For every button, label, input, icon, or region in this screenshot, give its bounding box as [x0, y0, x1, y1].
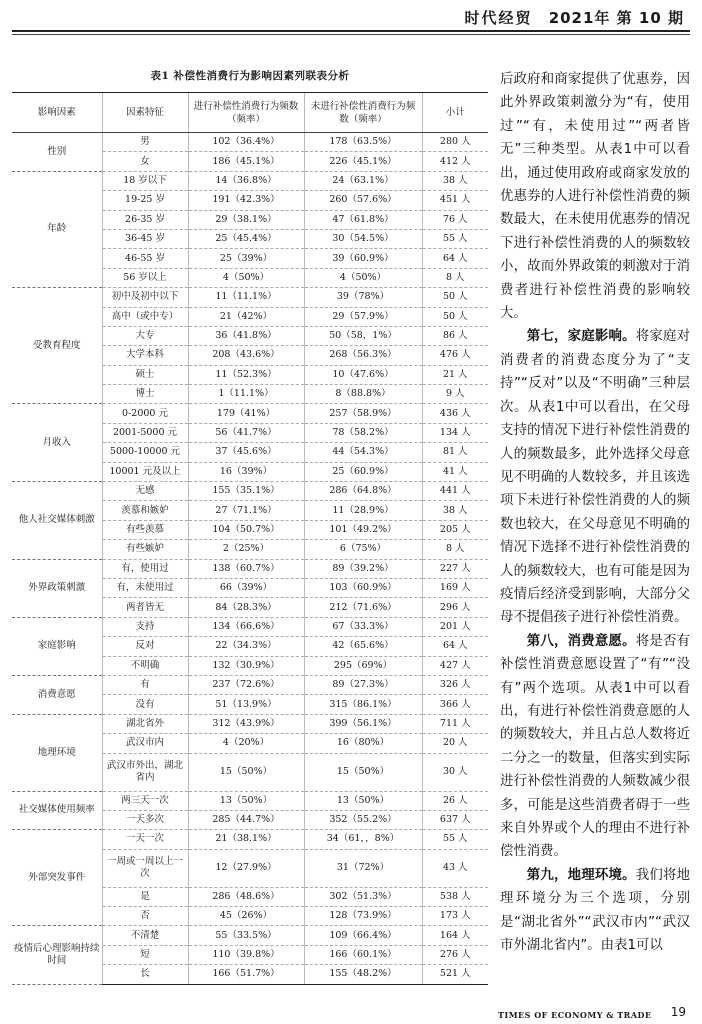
total-cell: 76 人 — [422, 210, 488, 229]
factor-cell: 年龄 — [12, 171, 102, 287]
yes-count-cell: 25（39%） — [188, 249, 304, 268]
no-count-cell: 399（56.1%） — [304, 714, 422, 733]
feature-cell: 博士 — [102, 385, 188, 404]
journal-issue: 第 10 期 — [616, 9, 684, 27]
table-row — [12, 171, 488, 190]
yes-count-cell: 21（42%） — [188, 307, 304, 326]
no-count-cell: 268（56.3%） — [304, 346, 422, 365]
total-cell: 8 人 — [422, 268, 488, 287]
col-header-no: 未进行补偿性消费行为频数（频率） — [304, 93, 422, 133]
yes-count-cell: 179（41%） — [188, 404, 304, 423]
table-header-row — [12, 93, 488, 133]
feature-cell: 一天多次 — [102, 810, 188, 829]
col-header-total: 小计 — [422, 93, 488, 133]
feature-cell: 否 — [102, 907, 188, 926]
table-row — [12, 926, 488, 945]
yes-count-cell: 25（45.4%） — [188, 229, 304, 248]
no-count-cell: 67（33.3%） — [304, 617, 422, 636]
feature-cell: 是 — [102, 887, 188, 906]
total-cell: 55 人 — [422, 830, 488, 849]
total-cell: 164 人 — [422, 926, 488, 945]
factor-cell: 社交媒体使用频率 — [12, 791, 102, 830]
yes-count-cell: 29（38.1%） — [188, 210, 304, 229]
factor-cell: 消费意愿 — [12, 675, 102, 714]
total-cell: 441 人 — [422, 482, 488, 501]
feature-cell: 10001 元及以上 — [102, 462, 188, 481]
total-cell: 50 人 — [422, 288, 488, 307]
yes-count-cell: 37（45.6%） — [188, 443, 304, 462]
no-count-cell: 29（57.9%） — [304, 307, 422, 326]
feature-cell: 19-25 岁 — [102, 191, 188, 210]
no-count-cell: 25（60.9%） — [304, 462, 422, 481]
factor-cell: 地理环境 — [12, 714, 102, 791]
paragraph-text: 将是否有补偿性消费意愿设置了“有”“没有”两个选项。从表1中可以看出，有进行补偿性消费意愿的人的频数较大，并且占总人数将近二分之一的数量，但落实到实际进行补偿性消费的人频数减少很多，可能是这些消费者碍于一些来自外界或个人的理由不进行补偿性消费。 — [500, 633, 691, 860]
journal-header — [464, 7, 684, 28]
no-count-cell: 89（27.3%） — [304, 675, 422, 694]
journal-masthead: 时代经贸 — [464, 9, 533, 27]
table-caption: 表1 补偿性消费行为影响因素列联表分析 — [150, 70, 350, 82]
total-cell: 227 人 — [422, 559, 488, 578]
feature-cell: 2001-5000 元 — [102, 423, 188, 442]
total-cell: 64 人 — [422, 637, 488, 656]
feature-cell: 女 — [102, 152, 188, 171]
no-count-cell: 257（58.9%） — [304, 404, 422, 423]
yes-count-cell: 102（36.4%） — [188, 133, 304, 152]
feature-cell: 0-2000 元 — [102, 404, 188, 423]
feature-cell: 一周或一周以上一次 — [102, 849, 188, 887]
yes-count-cell: 16（39%） — [188, 462, 304, 481]
factor-cell: 家庭影响 — [12, 617, 102, 675]
total-cell: 41 人 — [422, 462, 488, 481]
yes-count-cell: 56（41.7%） — [188, 423, 304, 442]
factor-cell: 疫情后心理影响持续时间 — [12, 926, 102, 984]
yes-count-cell: 155（35.1%） — [188, 482, 304, 501]
total-cell: 366 人 — [422, 695, 488, 714]
no-count-cell: 302（51.3%） — [304, 887, 422, 906]
table-row — [12, 617, 488, 636]
yes-count-cell: 285（44.7%） — [188, 810, 304, 829]
no-count-cell: 24（63.1%） — [304, 171, 422, 190]
yes-count-cell: 15（50%） — [188, 753, 304, 791]
no-count-cell: 155（48.2%） — [304, 965, 422, 984]
feature-cell: 有些羡慕 — [102, 520, 188, 539]
total-cell: 50 人 — [422, 307, 488, 326]
table-row — [12, 559, 488, 578]
no-count-cell: 11（28.9%） — [304, 501, 422, 520]
feature-cell: 两者皆无 — [102, 598, 188, 617]
feature-cell: 硕士 — [102, 365, 188, 384]
yes-count-cell: 166（51.7%） — [188, 965, 304, 984]
article-body — [500, 68, 690, 957]
feature-cell: 羡慕和嫉妒 — [102, 501, 188, 520]
feature-cell: 两三天一次 — [102, 791, 188, 810]
total-cell: 81 人 — [422, 443, 488, 462]
no-count-cell: 30（54.5%） — [304, 229, 422, 248]
journal-year: 2021年 — [548, 9, 611, 27]
table-row — [12, 791, 488, 810]
total-cell: 9 人 — [422, 385, 488, 404]
feature-cell: 有，未使用过 — [102, 578, 188, 597]
feature-cell: 5000-10000 元 — [102, 443, 188, 462]
no-count-cell: 352（55.2%） — [304, 810, 422, 829]
total-cell: 26 人 — [422, 791, 488, 810]
feature-cell: 湖北省外 — [102, 714, 188, 733]
footer-publication: TIMES OF ECONOMY & TRADE — [498, 1010, 652, 1020]
no-count-cell: 6（75%） — [304, 540, 422, 559]
no-count-cell: 39（78%） — [304, 288, 422, 307]
paragraph-text: 将家庭对消费者的消费态度分为了“支持”“反对”以及“不明确”三种层次。从表1中可以看出，在父母支持的情况下进行补偿性消费的人的频数最多，此外选择父母意见不明确的人数较多，并且该选项下未进行补偿性消费的人的频数也较大，在父母意见不明确的情况下选择不进行补偿性消费的人的频数较大，也有可能是因为疫情后经济受到影响，大部分父母不提倡孩子进行补偿性消费。 — [500, 329, 691, 626]
no-count-cell: 39（60.9%） — [304, 249, 422, 268]
yes-count-cell: 1（11.1%） — [188, 385, 304, 404]
yes-count-cell: 27（71.1%） — [188, 501, 304, 520]
yes-count-cell: 13（50%） — [188, 791, 304, 810]
col-header-factor: 影响因素 — [12, 93, 102, 133]
yes-count-cell: 104（50.7%） — [188, 520, 304, 539]
total-cell: 538 人 — [422, 887, 488, 906]
col-header-yes: 进行补偿性消费行为频数（频率） — [188, 93, 304, 133]
paragraph-lead: 第七，家庭影响。 — [526, 329, 636, 345]
total-cell: 86 人 — [422, 326, 488, 345]
no-count-cell: 47（61.8%） — [304, 210, 422, 229]
total-cell: 296 人 — [422, 598, 488, 617]
total-cell: 276 人 — [422, 945, 488, 964]
no-count-cell: 31（72%） — [304, 849, 422, 887]
total-cell: 451 人 — [422, 191, 488, 210]
feature-cell: 26-35 岁 — [102, 210, 188, 229]
yes-count-cell: 4（50%） — [188, 268, 304, 287]
total-cell: 169 人 — [422, 578, 488, 597]
article-paragraph — [500, 325, 690, 629]
total-cell: 637 人 — [422, 810, 488, 829]
article-paragraph — [500, 630, 690, 864]
total-cell: 38 人 — [422, 501, 488, 520]
yes-count-cell: 12（27.9%） — [188, 849, 304, 887]
header-rule-thin — [12, 34, 690, 35]
no-count-cell: 4（50%） — [304, 268, 422, 287]
factor-cell: 性别 — [12, 133, 102, 172]
header-rule — [12, 30, 690, 32]
feature-cell: 武汉市外出，湖北省内 — [102, 753, 188, 791]
feature-cell: 初中及初中以下 — [102, 288, 188, 307]
no-count-cell: 166（60.1%） — [304, 945, 422, 964]
table-body — [12, 133, 488, 985]
table-row — [12, 830, 488, 849]
feature-cell: 有，使用过 — [102, 559, 188, 578]
feature-cell: 反对 — [102, 637, 188, 656]
feature-cell: 18 岁以下 — [102, 171, 188, 190]
yes-count-cell: 191（42.3%） — [188, 191, 304, 210]
feature-cell: 无感 — [102, 482, 188, 501]
total-cell: 201 人 — [422, 617, 488, 636]
no-count-cell: 286（64.8%） — [304, 482, 422, 501]
no-count-cell: 178（63.5%） — [304, 133, 422, 152]
table-row — [12, 482, 488, 501]
total-cell: 8 人 — [422, 540, 488, 559]
no-count-cell: 101（49.2%） — [304, 520, 422, 539]
no-count-cell: 109（66.4%） — [304, 926, 422, 945]
feature-cell: 不清楚 — [102, 926, 188, 945]
feature-cell: 短 — [102, 945, 188, 964]
total-cell: 280 人 — [422, 133, 488, 152]
table-row — [12, 133, 488, 152]
yes-count-cell: 237（72.6%） — [188, 675, 304, 694]
page-number: 19 — [670, 1005, 686, 1019]
no-count-cell: 15（50%） — [304, 753, 422, 791]
yes-count-cell: 21（38.1%） — [188, 830, 304, 849]
yes-count-cell: 208（43.6%） — [188, 346, 304, 365]
total-cell: 64 人 — [422, 249, 488, 268]
total-cell: 711 人 — [422, 714, 488, 733]
table-row — [12, 714, 488, 733]
yes-count-cell: 11（11.1%） — [188, 288, 304, 307]
no-count-cell: 260（57.6%） — [304, 191, 422, 210]
no-count-cell: 212（71.6%） — [304, 598, 422, 617]
paragraph-lead: 第八，消费意愿。 — [526, 633, 636, 649]
no-count-cell: 50（58，1%） — [304, 326, 422, 345]
total-cell: 21 人 — [422, 365, 488, 384]
yes-count-cell: 4（20%） — [188, 734, 304, 753]
feature-cell: 46-55 岁 — [102, 249, 188, 268]
feature-cell: 不明确 — [102, 656, 188, 675]
yes-count-cell: 84（28.3%） — [188, 598, 304, 617]
feature-cell: 大学本科 — [102, 346, 188, 365]
yes-count-cell: 2（25%） — [188, 540, 304, 559]
article-paragraph — [500, 864, 690, 958]
feature-cell: 有些嫉妒 — [102, 540, 188, 559]
total-cell: 412 人 — [422, 152, 488, 171]
total-cell: 30 人 — [422, 753, 488, 791]
total-cell: 173 人 — [422, 907, 488, 926]
no-count-cell: 89（39.2%） — [304, 559, 422, 578]
contingency-table — [12, 92, 488, 985]
paragraph-lead: 第九，地理环境。 — [526, 867, 636, 883]
total-cell: 326 人 — [422, 675, 488, 694]
no-count-cell: 8（88.8%） — [304, 385, 422, 404]
no-count-cell: 315（86.1%） — [304, 695, 422, 714]
paragraph-text: 我们将地理环境分为三个选项，分别是“湖北省外”“武汉市内”“武汉市外湖北省内”。由表1可以 — [500, 867, 691, 954]
yes-count-cell: 134（66.6%） — [188, 617, 304, 636]
yes-count-cell: 22（34.3%） — [188, 637, 304, 656]
table-row — [12, 288, 488, 307]
total-cell: 476 人 — [422, 346, 488, 365]
feature-cell: 一天一次 — [102, 830, 188, 849]
feature-cell: 有 — [102, 675, 188, 694]
no-count-cell: 10（47.6%） — [304, 365, 422, 384]
feature-cell: 高中（或中专） — [102, 307, 188, 326]
no-count-cell: 34（61，，8%） — [304, 830, 422, 849]
total-cell: 205 人 — [422, 520, 488, 539]
factor-cell: 受教育程度 — [12, 288, 102, 404]
feature-cell: 长 — [102, 965, 188, 984]
factor-cell: 他人社交媒体刺激 — [12, 482, 102, 560]
factor-cell: 外界政策刺激 — [12, 559, 102, 617]
feature-cell: 36-45 岁 — [102, 229, 188, 248]
feature-cell: 56 岁以上 — [102, 268, 188, 287]
col-header-feature: 因素特征 — [102, 93, 188, 133]
yes-count-cell: 186（45.1%） — [188, 152, 304, 171]
no-count-cell: 42（65.6%） — [304, 637, 422, 656]
yes-count-cell: 312（43.9%） — [188, 714, 304, 733]
feature-cell: 大专 — [102, 326, 188, 345]
feature-cell: 没有 — [102, 695, 188, 714]
total-cell: 134 人 — [422, 423, 488, 442]
total-cell: 427 人 — [422, 656, 488, 675]
yes-count-cell: 51（13.9%） — [188, 695, 304, 714]
article-paragraph: 后政府和商家提供了优惠券，因此外界政策刺激分为“有，使用过”“有，未使用过”“两者皆无”三种类型。从表1中可以看出，通过使用政府或商家发放的优惠券的人进行补偿性消费的频数最大，在未使用优惠券的情况下进行补偿性消费的人的频数较小，故而外界政策的刺激对于消费者进行补偿性消费的影响较大。 — [500, 72, 690, 322]
yes-count-cell: 14（36.8%） — [188, 171, 304, 190]
no-count-cell: 295（69%） — [304, 656, 422, 675]
no-count-cell: 13（50%） — [304, 791, 422, 810]
total-cell: 521 人 — [422, 965, 488, 984]
yes-count-cell: 66（39%） — [188, 578, 304, 597]
feature-cell: 支持 — [102, 617, 188, 636]
yes-count-cell: 138（60.7%） — [188, 559, 304, 578]
total-cell: 43 人 — [422, 849, 488, 887]
yes-count-cell: 45（26%） — [188, 907, 304, 926]
yes-count-cell: 36（41.8%） — [188, 326, 304, 345]
feature-cell: 男 — [102, 133, 188, 152]
yes-count-cell: 11（52.3%） — [188, 365, 304, 384]
total-cell: 20 人 — [422, 734, 488, 753]
yes-count-cell: 286（48.6%） — [188, 887, 304, 906]
yes-count-cell: 132（30.9%） — [188, 656, 304, 675]
total-cell: 55 人 — [422, 229, 488, 248]
factor-cell: 外部突发事件 — [12, 830, 102, 926]
no-count-cell: 128（73.9%） — [304, 907, 422, 926]
no-count-cell: 44（54.3%） — [304, 443, 422, 462]
total-cell: 436 人 — [422, 404, 488, 423]
feature-cell: 武汉市内 — [102, 734, 188, 753]
no-count-cell: 103（60.9%） — [304, 578, 422, 597]
yes-count-cell: 55（33.5%） — [188, 926, 304, 945]
table-row — [12, 404, 488, 423]
no-count-cell: 16（80%） — [304, 734, 422, 753]
factor-cell: 月收入 — [12, 404, 102, 482]
no-count-cell: 78（58.2%） — [304, 423, 422, 442]
yes-count-cell: 110（39.8%） — [188, 945, 304, 964]
total-cell: 38 人 — [422, 171, 488, 190]
table-row — [12, 675, 488, 694]
no-count-cell: 226（45.1%） — [304, 152, 422, 171]
